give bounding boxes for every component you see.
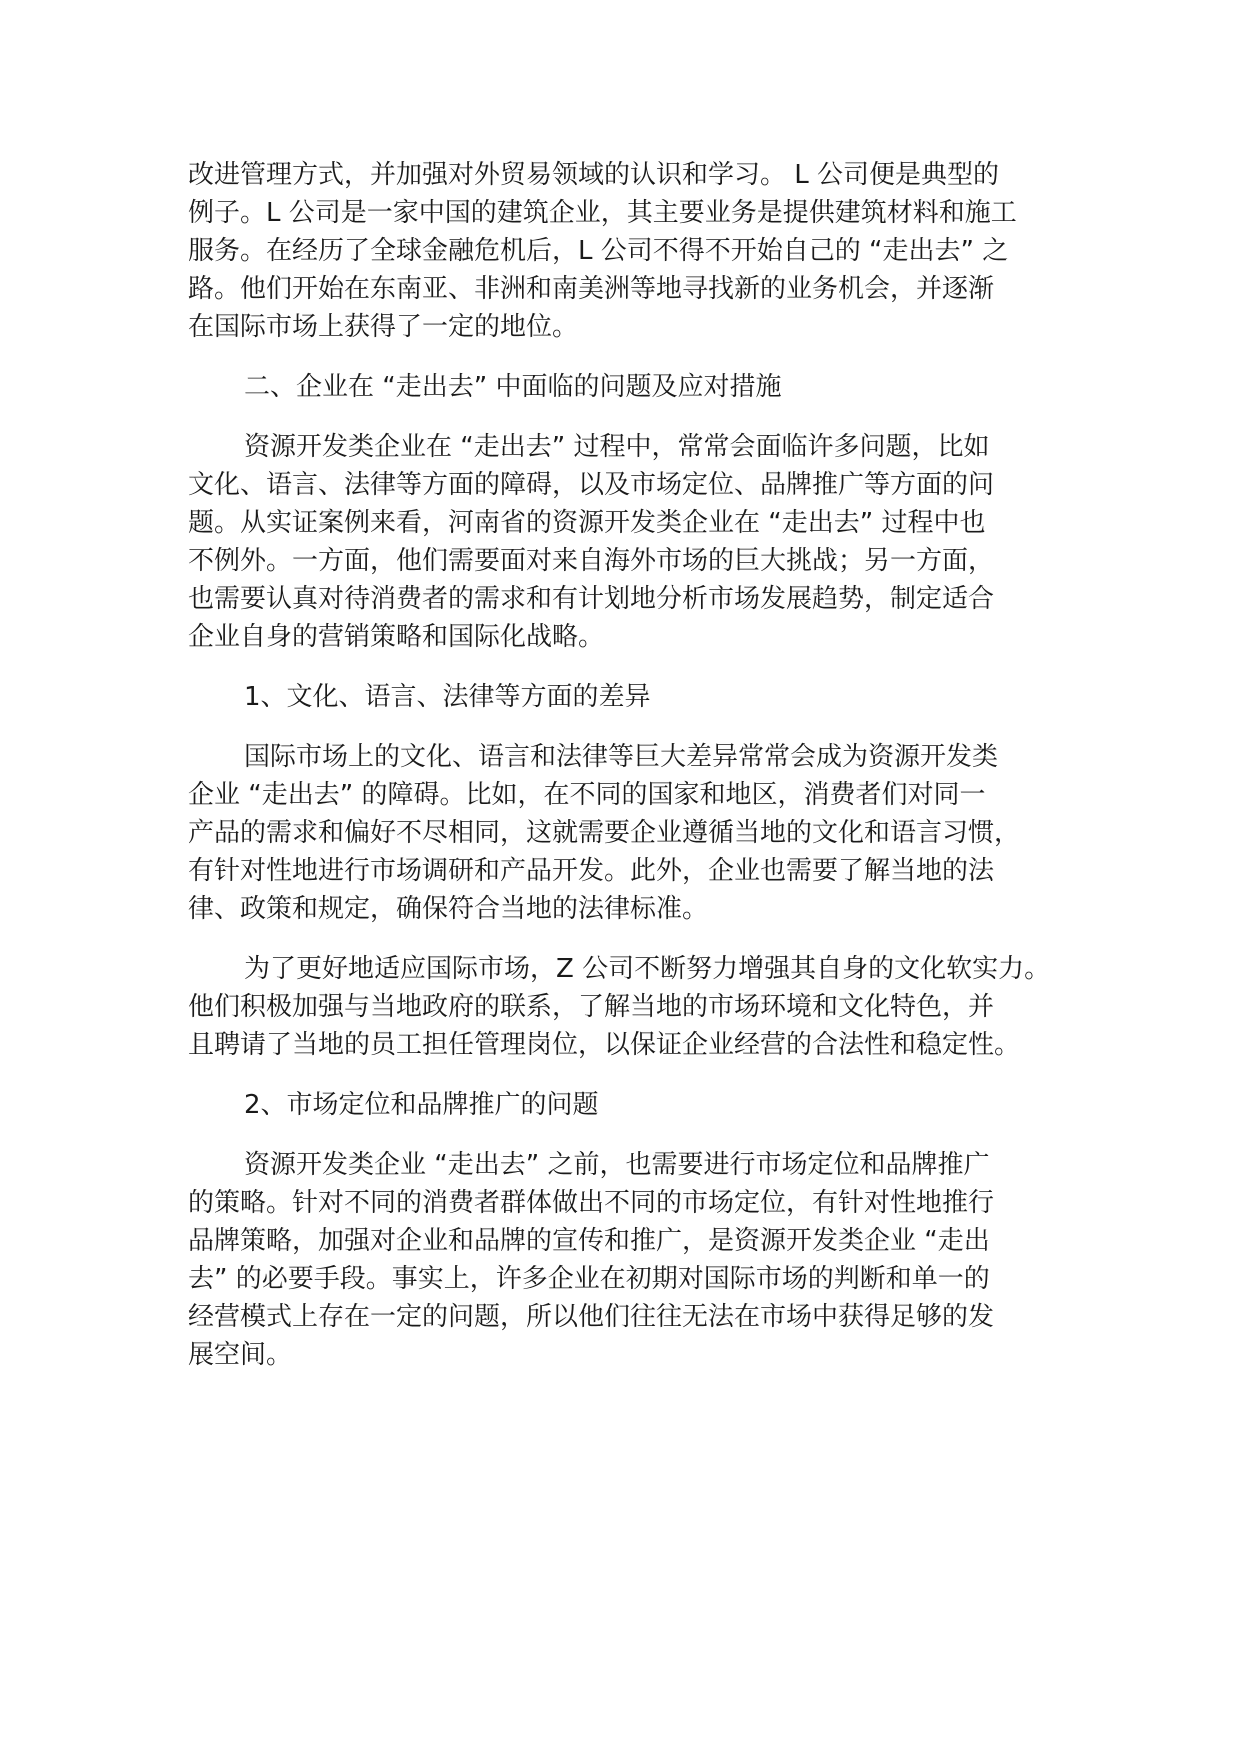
subsection-heading [188, 678, 1068, 716]
text-line: 题。从实证案例来看，河南省的资源开发类企业在 “走出去” 过程中也 [188, 508, 986, 538]
text-line: 资源开发类企业 “走出去” 之前，也需要进行市场定位和品牌推广 [244, 1150, 990, 1180]
text-line: 展空间。 [188, 1340, 293, 1370]
text-line: 企业 “走出去” 的障碍。比如，在不同的国家和地区，消费者们对同一 [188, 780, 986, 810]
text-line: 不例外。一方面，他们需要面对来自海外市场的巨大挑战；另一方面， [188, 546, 995, 576]
section-heading [188, 368, 1068, 406]
paragraph [188, 738, 1068, 928]
text-line: 服务。在经历了全球金融危机后，L 公司不得不开始自己的 “走出去” 之 [188, 236, 1009, 266]
text-line: 经营模式上存在一定的问题，所以他们往往无法在市场中获得足够的发 [188, 1302, 995, 1332]
text-line: 品牌策略，加强对企业和品牌的宣传和推广，是资源开发类企业 “走出 [188, 1226, 990, 1256]
text-line: 国际市场上的文化、语言和法律等巨大差异常常会成为资源开发类 [244, 742, 999, 772]
paragraph [188, 428, 1068, 656]
text-line: 他们积极加强与当地政府的联系，了解当地的市场环境和文化特色，并 [188, 992, 995, 1022]
text-line: 资源开发类企业在 “走出去” 过程中，常常会面临许多问题，比如 [244, 432, 990, 462]
text-line: 且聘请了当地的员工担任管理岗位，以保证企业经营的合法性和稳定性。 [188, 1030, 1021, 1060]
text-line: 改进管理方式，并加强对外贸易领域的认识和学习。 L 公司便是典型的 [188, 160, 1000, 190]
text-line: 例子。L 公司是一家中国的建筑企业，其主要业务是提供建筑材料和施工 [188, 198, 1017, 228]
text-line: 路。他们开始在东南亚、非洲和南美洲等地寻找新的业务机会，并逐渐 [188, 274, 995, 304]
paragraph [188, 156, 1068, 346]
text-line: 在国际市场上获得了一定的地位。 [188, 312, 579, 342]
text-line: 的策略。针对不同的消费者群体做出不同的市场定位，有针对性地推行 [188, 1188, 995, 1218]
text-line: 为了更好地适应国际市场，Z 公司不断努力增强其自身的文化软实力。 [244, 954, 1051, 984]
paragraph [188, 1146, 1068, 1374]
text-line: 产品的需求和偏好不尽相同，这就需要企业遵循当地的文化和语言习惯， [188, 818, 1021, 848]
text-line: 有针对性地进行市场调研和产品开发。此外，企业也需要了解当地的法 [188, 856, 995, 886]
text-line: 也需要认真对待消费者的需求和有计划地分析市场发展趋势，制定适合 [188, 584, 995, 614]
text-line: 去” 的必要手段。事实上，许多企业在初期对国际市场的判断和单一的 [188, 1264, 990, 1294]
text-line: 文化、语言、法律等方面的障碍，以及市场定位、品牌推广等方面的问 [188, 470, 995, 500]
heading-text: 1、文化、语言、法律等方面的差异 [244, 682, 651, 712]
subsection-heading [188, 1086, 1068, 1124]
text-line: 企业自身的营销策略和国际化战略。 [188, 622, 605, 652]
paragraph [188, 950, 1068, 1064]
heading-text: 二、企业在 “走出去” 中面临的问题及应对措施 [244, 372, 782, 402]
heading-text: 2、市场定位和品牌推广的问题 [244, 1090, 599, 1120]
text-line: 律、政策和规定，确保符合当地的法律标准。 [188, 894, 709, 924]
document-body [188, 156, 1068, 1374]
